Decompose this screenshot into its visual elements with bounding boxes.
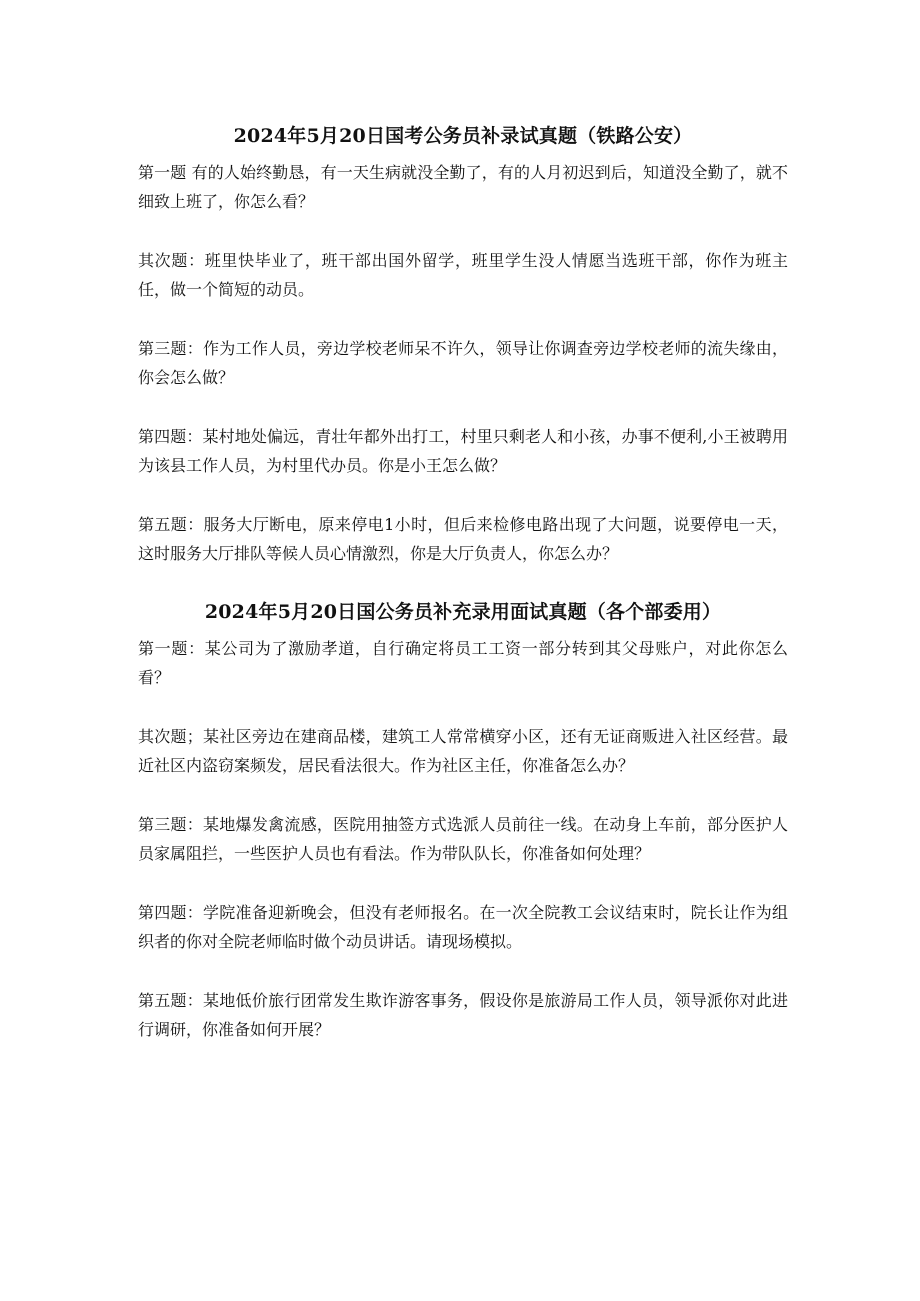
question-text: 服务大厅断电，原来停电1小时，但后来检修电路出现了大问题，说要停电一天，这时服务大厅排队等候人员心情激烈，你是大厅负责人，你怎么办？ (138, 515, 788, 563)
question-label: 第一题 (138, 639, 189, 658)
question-item (138, 722, 788, 780)
question-item (138, 422, 788, 480)
question-text: 某村地处偏远，青壮年都外出打工，村里只剩老人和小孩，办事不便利,小王被聘用为该县工作人员，为村里代办员。你是小王怎么做？ (138, 427, 788, 475)
question-text: 某公司为了激励孝道，自行确定将员工工资一部分转到其父母账户，对此你怎么看？ (138, 639, 788, 687)
question-item (138, 158, 788, 216)
question-separator: ： (186, 427, 203, 446)
question-separator: ： (186, 903, 204, 922)
question-text: 某地爆发禽流感，医院用抽签方式选派人员前往一线。在动身上车前，部分医护人员家属阻拦，一些医护人员也有看法。作为带队队长，你准备如何处理？ (138, 815, 788, 863)
question-label: 其次题 (138, 727, 187, 746)
question-item (138, 334, 788, 392)
question-item (138, 986, 788, 1044)
question-separator: ： (186, 339, 204, 358)
section-railway-police (138, 120, 788, 568)
question-separator: ： (188, 639, 205, 658)
question-label: 第五题 (138, 991, 187, 1010)
document-content (138, 120, 788, 1074)
question-label: 第一题 (138, 163, 187, 182)
question-item (138, 634, 788, 692)
question-separator: ： (187, 515, 204, 534)
question-item (138, 810, 788, 868)
question-separator: ； (186, 727, 203, 746)
question-separator: ： (188, 251, 205, 270)
question-text: 学院准备迎新晚会，但没有老师报名。在一次全院教工会议结束时，院长让作为组织者的你对全院老师临时做个动员讲话。请现场模拟。 (138, 903, 788, 951)
section-title: 2024年5月20日国公务员补充录用面试真题（各个部委用） (204, 601, 722, 623)
question-label: 第五题 (138, 515, 188, 534)
question-label: 第三题 (138, 339, 187, 358)
question-separator: ： (186, 991, 204, 1010)
question-label: 其次题 (138, 251, 189, 270)
question-item (138, 510, 788, 568)
question-label: 第三题 (138, 815, 187, 834)
question-text: 作为工作人员，旁边学校老师呆不许久，领导让你调查旁边学校老师的流失缘由，你会怎么做？ (138, 339, 788, 387)
question-text: 某地低价旅行团常发生欺诈游客事务，假设你是旅游局工作人员，领导派你对此进行调研，你准备如何开展？ (138, 991, 788, 1039)
question-text: 班里快毕业了，班干部出国外留学，班里学生没人情愿当选班干部，你作为班主任，做一个简短的动员。 (138, 251, 788, 299)
question-text: 某社区旁边在建商品楼，建筑工人常常横穿小区，还有无证商贩进入社区经营。最近社区内盗窃案频发，居民看法很大。作为社区主任，你准备怎么办？ (138, 727, 788, 775)
question-separator: ： (186, 815, 204, 834)
question-item (138, 898, 788, 956)
section-title: 2024年5月20日国考公务员补录试真题（铁路公安） (233, 125, 693, 147)
question-text: 有的人始终勤恳，有一天生病就没全勤了，有的人月初迟到后，知道没全勤了，就不细致上班了，你怎么看？ (138, 163, 788, 211)
question-label: 第四题 (138, 427, 187, 446)
section-ministries (138, 596, 788, 1044)
question-label: 第四题 (138, 903, 187, 922)
question-item (138, 246, 788, 304)
